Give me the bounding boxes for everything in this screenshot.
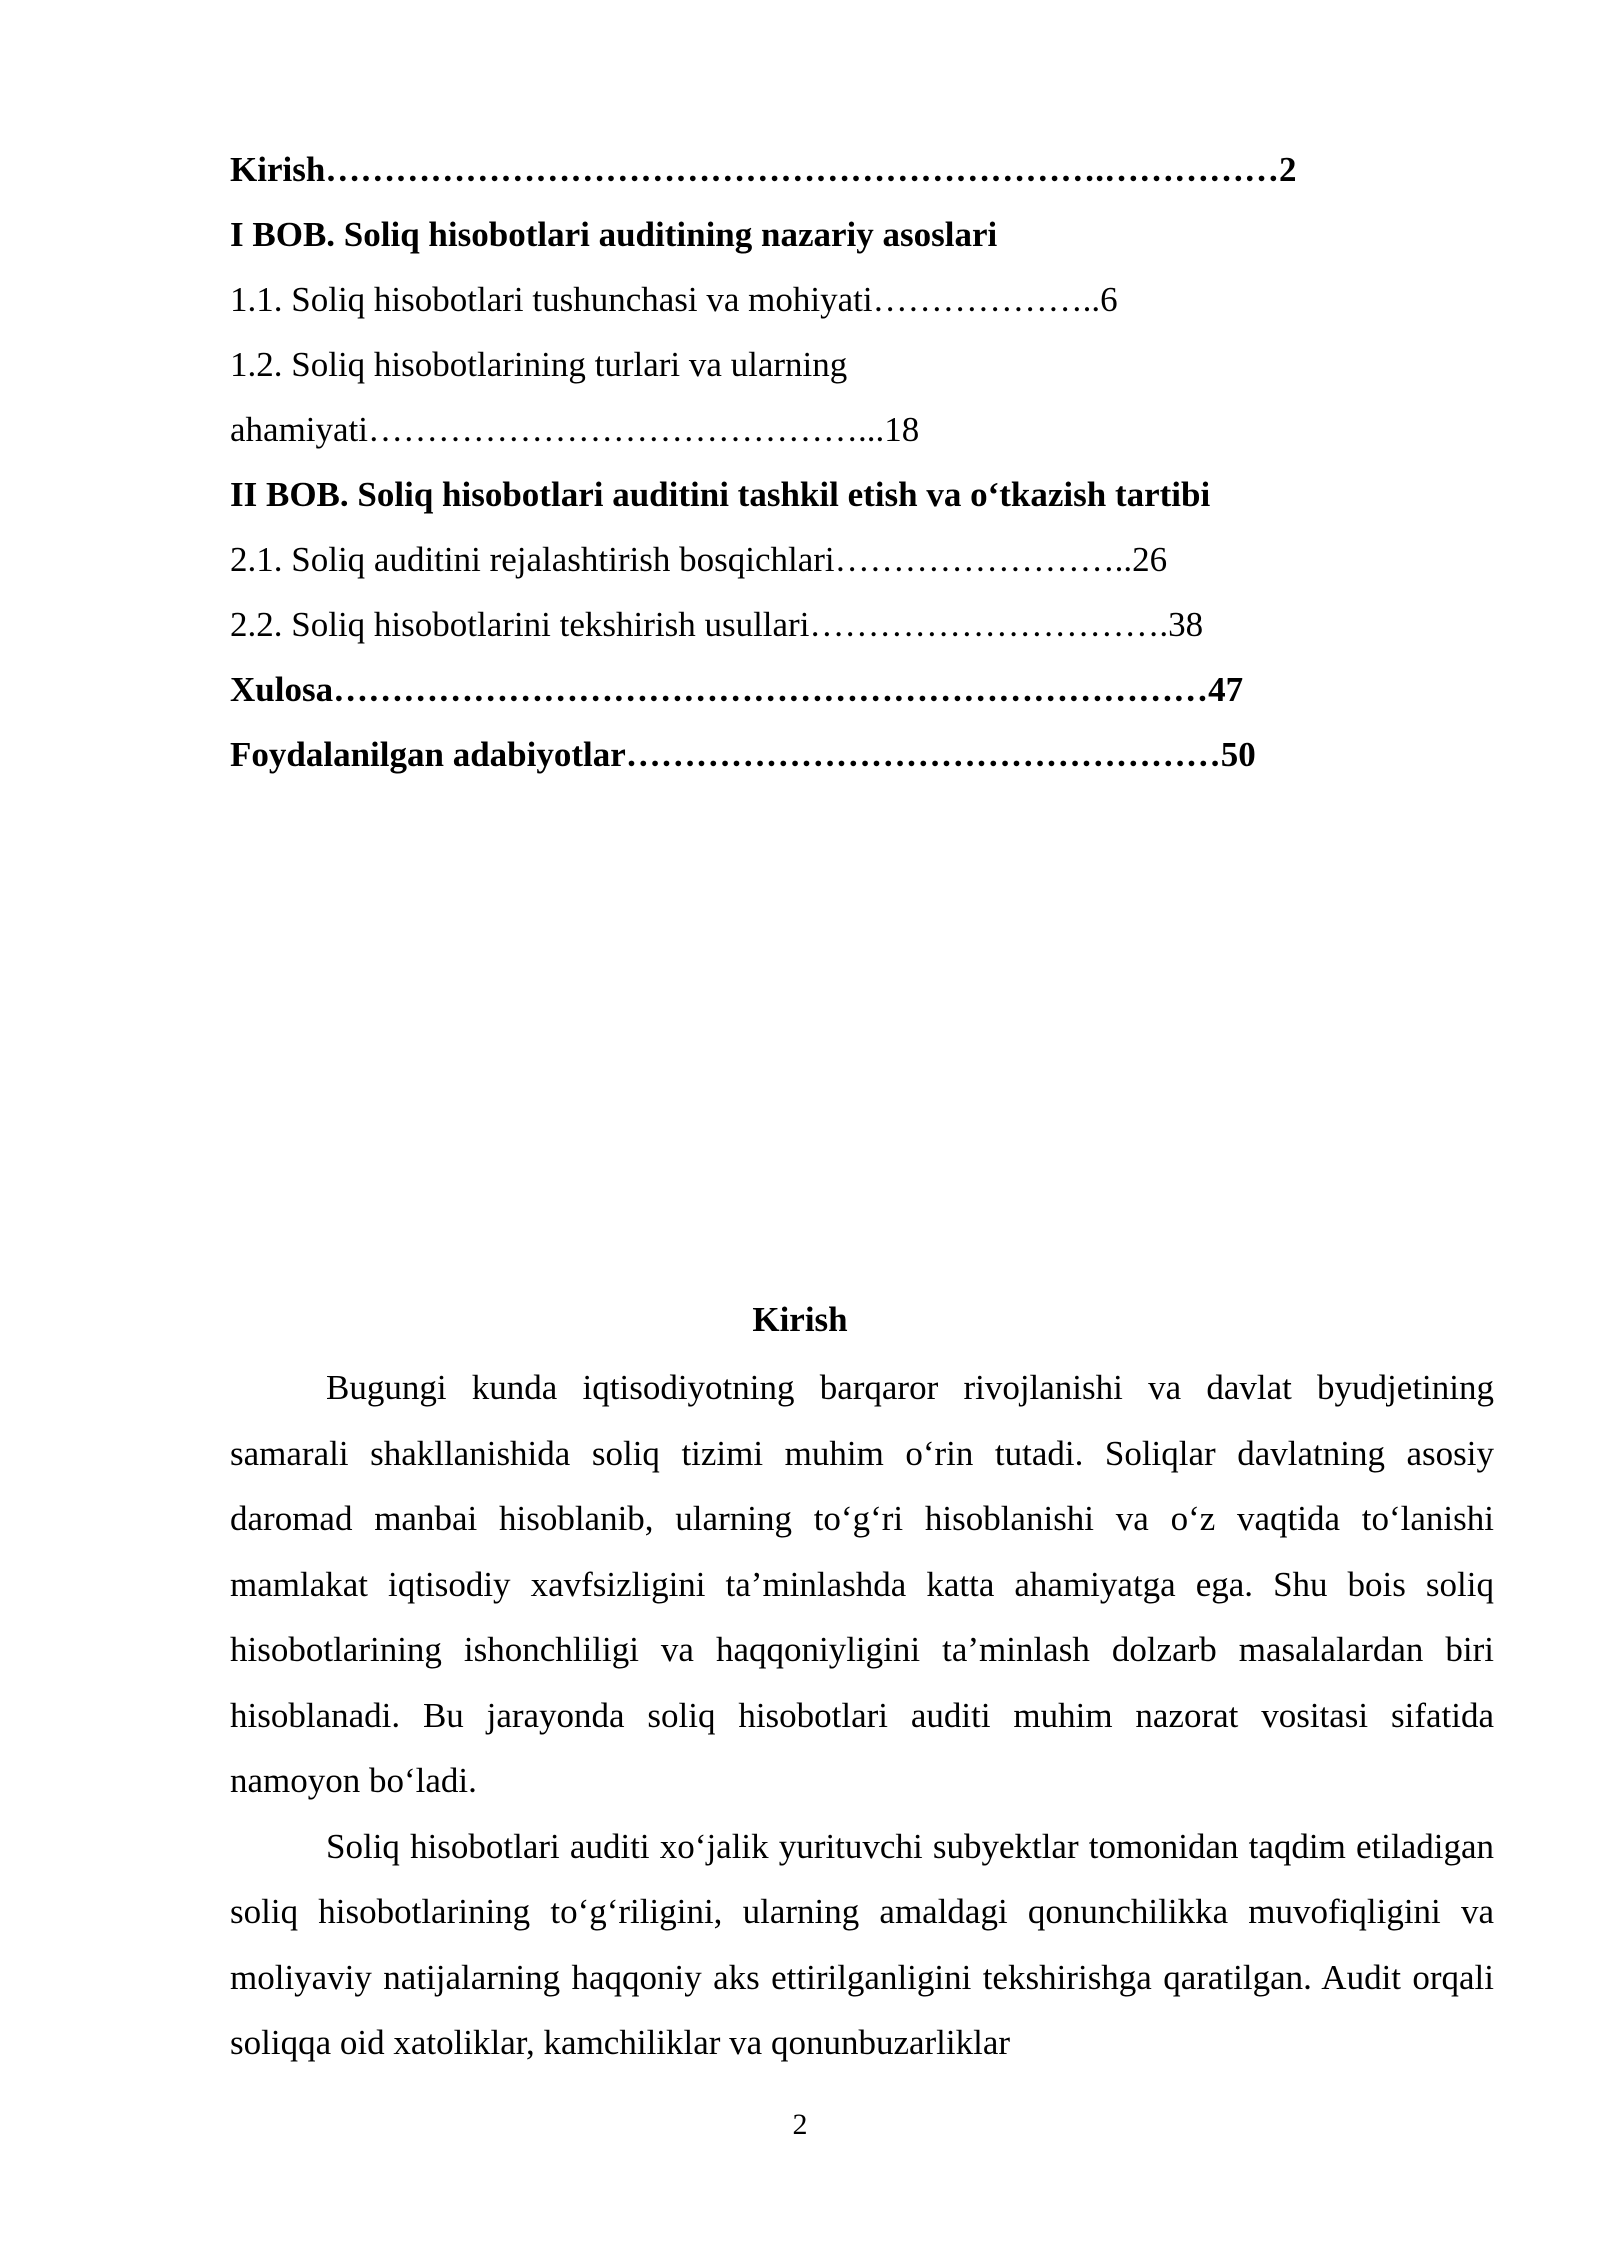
toc-chapter-1-title: I BOB. Soliq hisobotlari auditining nazariy asoslari	[230, 215, 998, 254]
introduction-paragraph: Soliq hisobotlari auditi xo‘jalik yurituvchi subyektlar tomonidan taqdim etiladigan soliq hisobotlarining to‘g‘riligini, ularning amaldagi qonunchilikka muvofiqligini va moliyaviy natijalarning haqqoniy aks ettirilganligini tekshirishga qaratilgan. Audit orqali soliqqa oid xatoliklar, kamchiliklar va qonunbuzarliklar	[230, 1826, 1494, 2062]
toc-entry-1-1: 1.1. Soliq hisobotlari tushunchasi va mohiyati………………..6	[230, 280, 1118, 319]
toc-entry-1-2-line-2: ahamiyati……………………………………...18	[230, 410, 920, 449]
toc-entry-kirish: Kirish………………………………………………………….……………2	[230, 150, 1297, 189]
toc-chapter-2-title: II BOB. Soliq hisobotlari auditini tashkil etish va o‘tkazish tartibi	[230, 475, 1211, 514]
toc-entry-adabiyotlar: Foydalanilgan adabiyotlar……………………………………………50	[230, 735, 1256, 774]
introduction-heading: Kirish	[752, 1300, 848, 1339]
toc-entry-2-2: 2.2. Soliq hisobotlarini tekshirish usullari………………………….38	[230, 605, 1204, 644]
introduction-body	[230, 1355, 1494, 2076]
toc-entry-1-2-line-1: 1.2. Soliq hisobotlarining turlari va ularning	[230, 345, 848, 384]
page-number: 2	[792, 2108, 808, 2141]
toc-entry-xulosa: Xulosa…………………………………………………………………47	[230, 670, 1244, 709]
toc-entry-2-1: 2.1. Soliq auditini rejalashtirish bosqichlari……………………..26	[230, 540, 1168, 579]
introduction-paragraph: Bugungi kunda iqtisodiyotning barqaror rivojlanishi va davlat byudjetining samarali shakllanishida soliq tizimi muhim o‘rin tutadi. Soliqlar davlatning asosiy daromad manbai hisoblanib, ularning to‘g‘ri hisoblanishi va o‘z vaqtida to‘lanishi mamlakat iqtisodiy xavfsizligini ta’minlashda katta ahamiyatga ega. Shu bois soliq hisobotlarining ishonchliligi va haqqoniyligini ta’minlash dolzarb masalalardan biri hisoblanadi. Bu jarayonda soliq hisobotlari auditi muhim nazorat vositasi sifatida namoyon bo‘ladi.	[230, 1368, 1494, 1800]
